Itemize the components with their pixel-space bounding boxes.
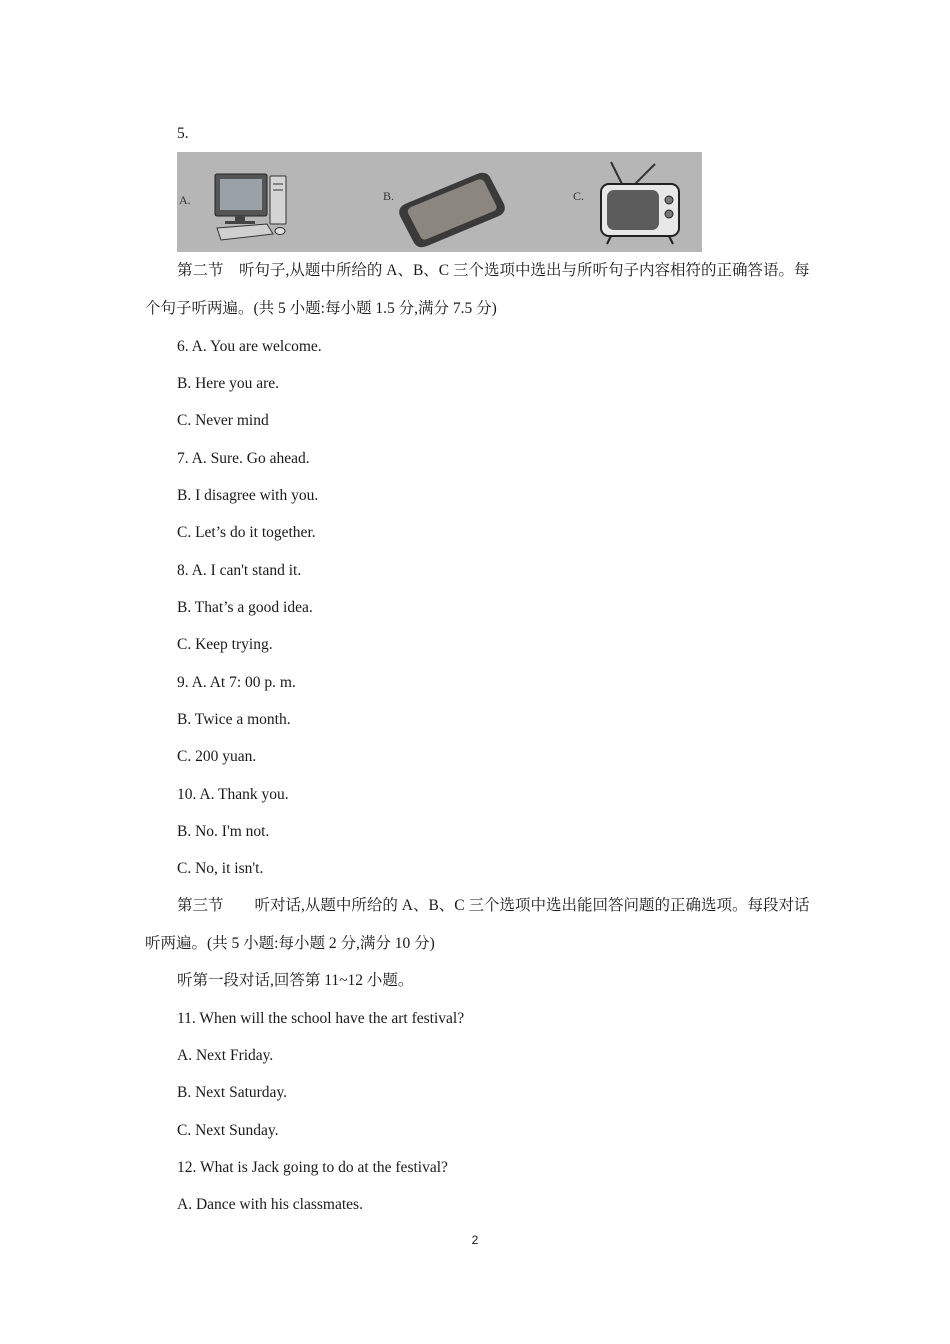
list-line: B. I disagree with you. (177, 487, 319, 504)
list-line: 8. A. I can't stand it. (177, 562, 302, 579)
list-line: A. Next Friday. (177, 1047, 274, 1064)
list-line: B. Twice a month. (177, 711, 291, 728)
list-line: B. No. I'm not. (177, 823, 270, 840)
list-line: C. 200 yuan. (177, 748, 257, 765)
section-3-heading: 第三节 听对话,从题中所给的 A、B、C 三个选项中选出能回答问题的正确选项。每段对话听两遍。(共 5 小题:每小题 2 分,满分 10 分) (145, 897, 810, 952)
question-5-number: 5. (177, 125, 189, 142)
list-line: B. Here you are. (177, 375, 279, 392)
list-line: 9. A. At 7: 00 p. m. (177, 674, 296, 691)
option-c-letter: C. (573, 189, 585, 203)
list-line: 6. A. You are welcome. (177, 338, 322, 355)
list-line: C. Never mind (177, 412, 269, 429)
list-line: C. Next Sunday. (177, 1122, 279, 1139)
question-5-picture-options (177, 152, 702, 252)
list-line: 12. What is Jack going to do at the festival? (177, 1159, 448, 1176)
list-line: 11. When will the school have the art festival? (177, 1010, 465, 1027)
list-line: C. Keep trying. (177, 636, 273, 653)
option-a-letter: A. (179, 193, 191, 207)
list-line: C. Let’s do it together. (177, 524, 316, 541)
list-line: 7. A. Sure. Go ahead. (177, 450, 310, 467)
list-line: A. Dance with his classmates. (177, 1196, 363, 1213)
list-line: B. Next Saturday. (177, 1084, 288, 1101)
section-2-heading: 第二节 听句子,从题中所给的 A、B、C 三个选项中选出与所听句子内容相符的正确答语。每个句子听两遍。(共 5 小题:每小题 1.5 分,满分 7.5 分) (145, 262, 810, 317)
computer-icon (215, 174, 286, 240)
option-b-letter: B. (383, 189, 395, 203)
list-line: 听第一段对话,回答第 11~12 小题。 (177, 972, 414, 989)
page-number: 2 (471, 1233, 479, 1247)
list-line: B. That’s a good idea. (177, 599, 313, 616)
list-line: C. No, it isn't. (177, 860, 264, 877)
list-line: 10. A. Thank you. (177, 786, 289, 803)
